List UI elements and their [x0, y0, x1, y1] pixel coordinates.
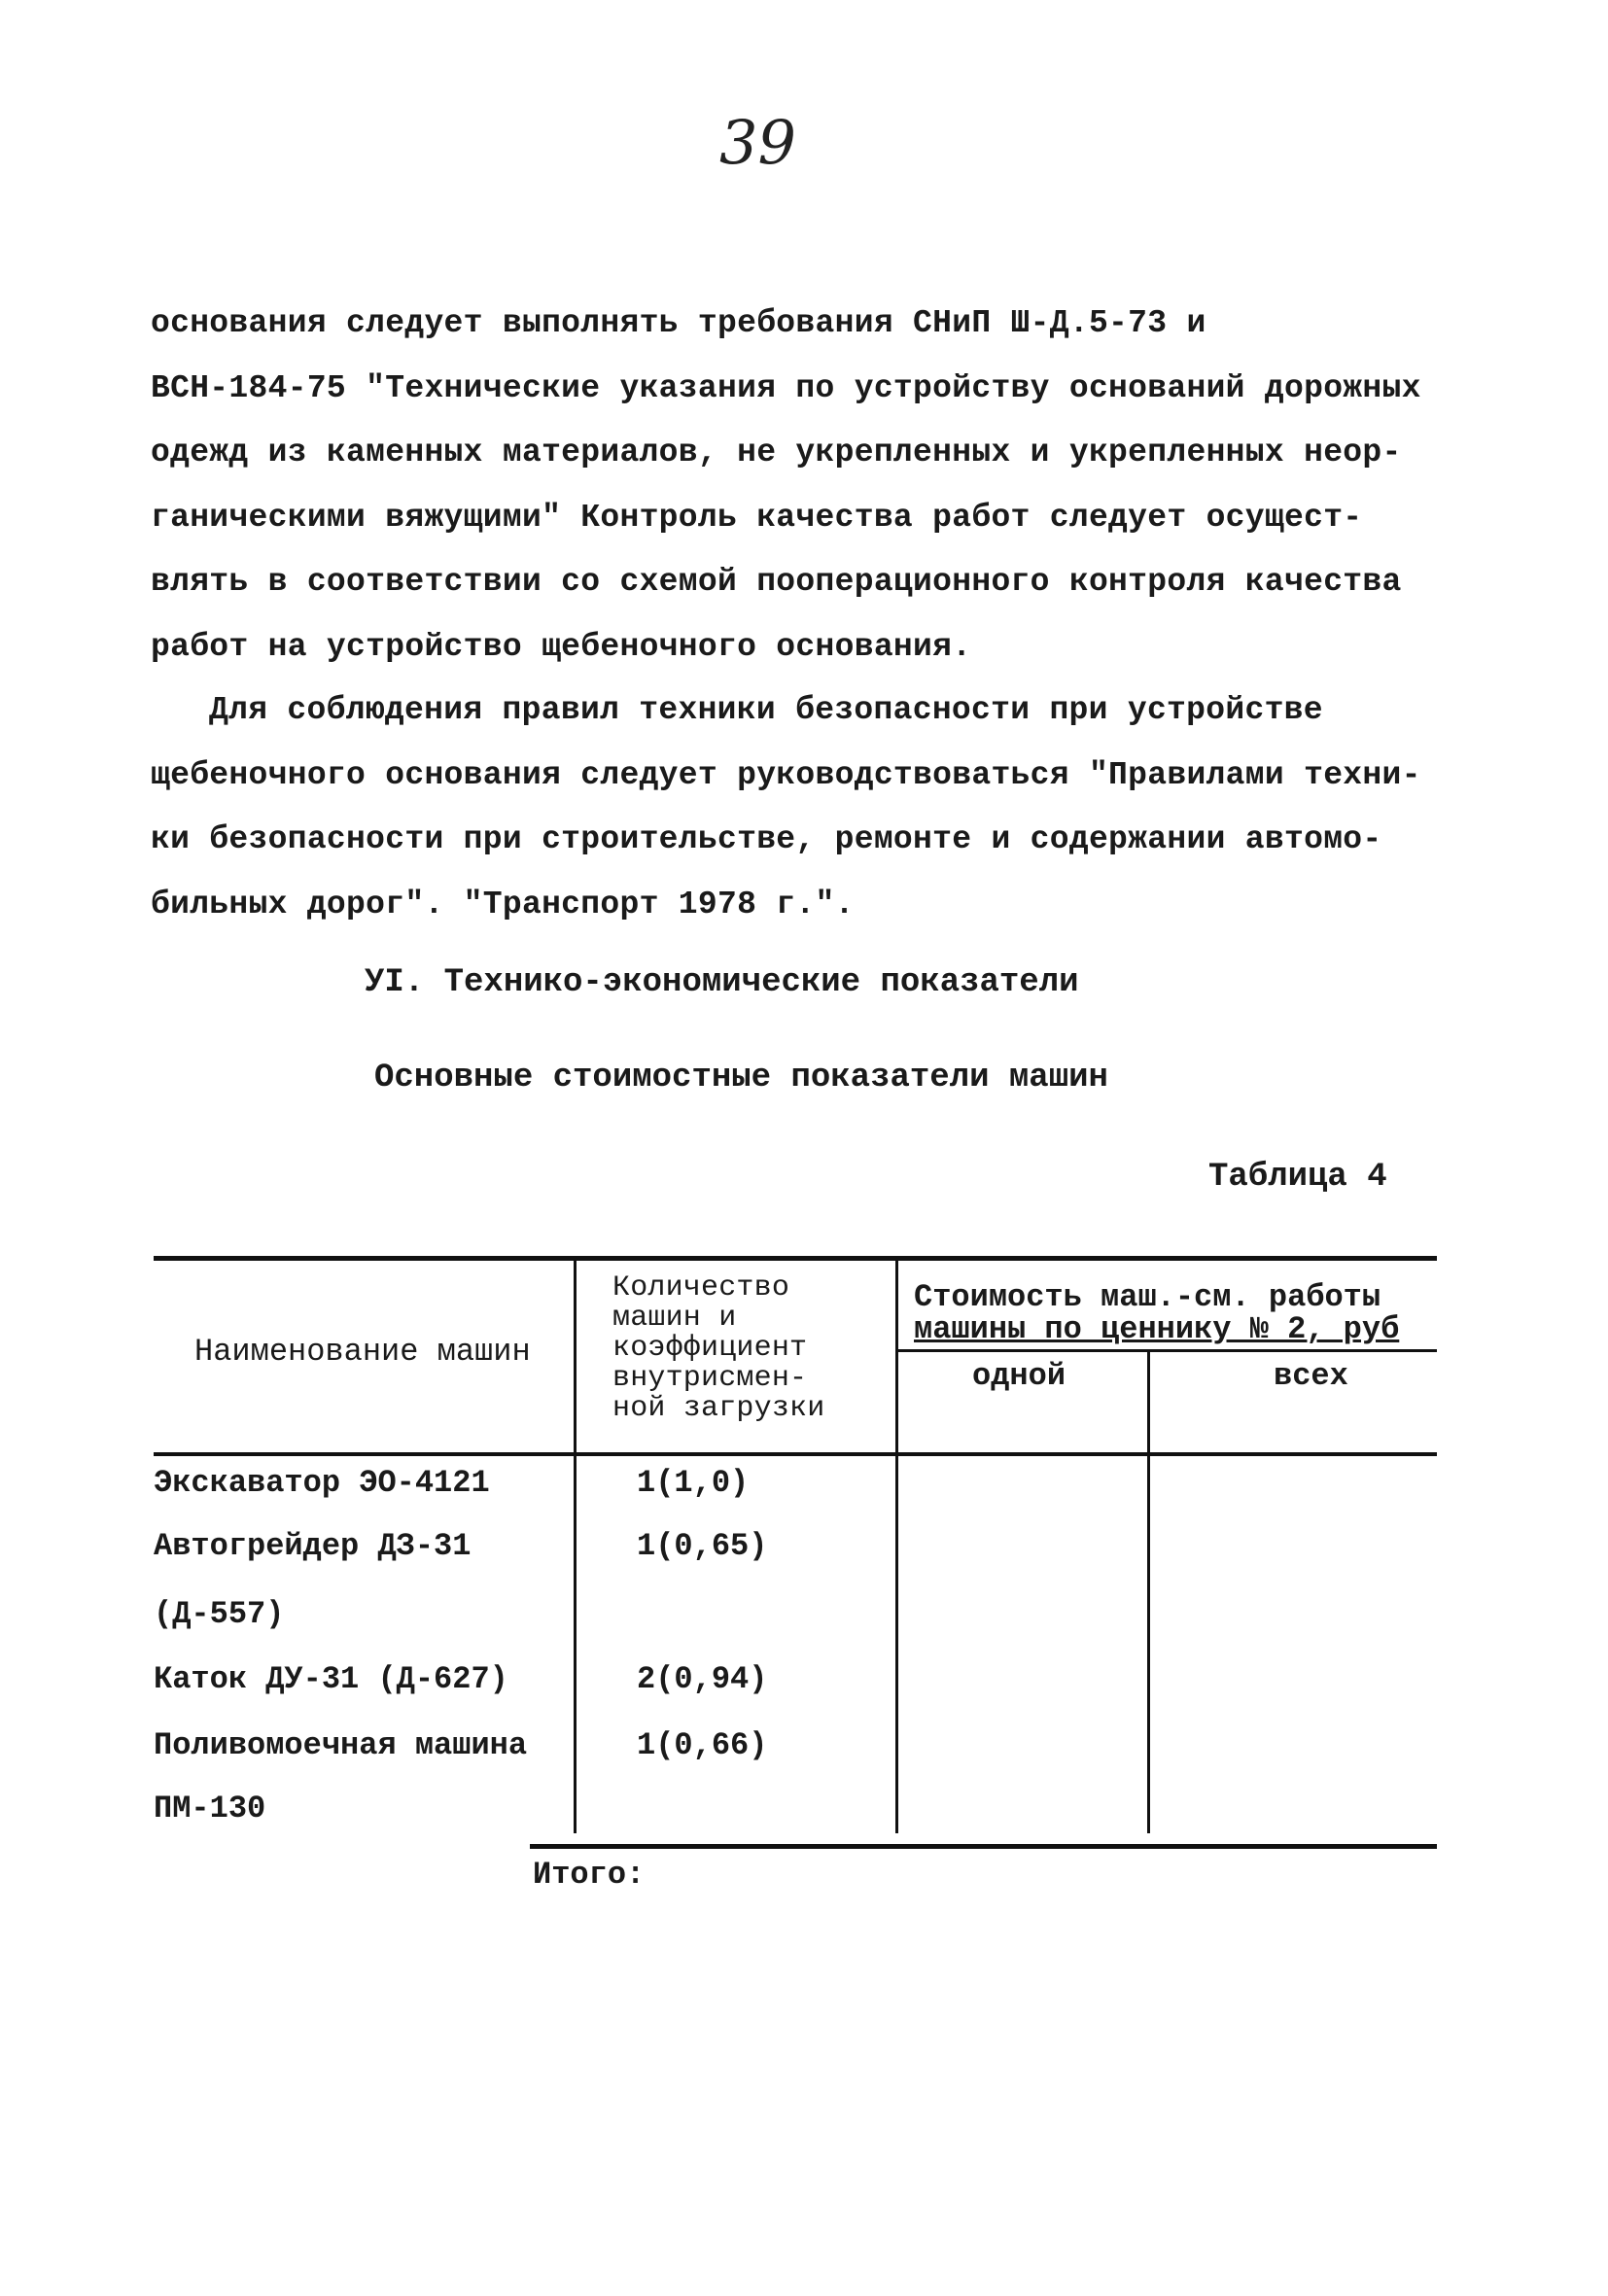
section-heading: УI. Технико-экономические показатели: [365, 964, 1079, 1001]
column-divider: [1147, 1349, 1150, 1833]
row-quantity: 1(0,65): [637, 1528, 768, 1564]
text-line: ВСН-184-75 "Технические указания по устройству оснований дорожных: [151, 369, 1421, 406]
row-quantity: 1(1,0): [637, 1465, 750, 1501]
column-header-all: всех: [1274, 1358, 1348, 1394]
row-machine-name: Экскаватор ЭО-4121: [154, 1465, 490, 1501]
paragraph-construction-requirements: [151, 292, 1444, 679]
row-machine-name: ПМ-130: [154, 1791, 266, 1826]
row-machine-name: Автогрейдер ДЗ-31: [154, 1528, 472, 1564]
row-machine-name: Поливомоечная машина: [154, 1727, 528, 1763]
column-header-cost-pricelist: машины по ценнику № 2, руб: [914, 1311, 1400, 1347]
page-number: 39: [719, 107, 796, 178]
column-header-cost: Стоимость маш.-см. работы: [914, 1279, 1381, 1315]
paragraph-safety-rules: [151, 678, 1444, 937]
table-top-rule: [154, 1256, 1437, 1261]
row-machine-name: Каток ДУ-31 (Д-627): [154, 1661, 508, 1697]
column-header-quantity: Количество машин и коэффициент внутрисмен- ной загрузки: [612, 1271, 825, 1425]
row-quantity: 1(0,66): [637, 1727, 768, 1763]
text-line: основания следует выполнять требования СНиП Ш-Д.5-73 и: [151, 305, 1206, 341]
table-title: Основные стоимостные показатели машин: [374, 1060, 1108, 1096]
text-line: ки безопасности при строительстве, ремонте и содержании автомо-: [151, 821, 1382, 857]
text-line: ганическими вяжущими" Контроль качества работ следует осущест-: [151, 499, 1363, 536]
text-line: бильных дорог". "Транспорт 1978 г.".: [151, 886, 855, 922]
table-label: Таблица 4: [1208, 1159, 1387, 1196]
column-header-machine-name: Наименование машин: [194, 1334, 531, 1370]
row-machine-name: (Д-557): [154, 1596, 285, 1632]
column-divider: [895, 1260, 898, 1833]
text-line: щебеночного основания следует руководствоваться "Правилами техни-: [151, 756, 1421, 793]
cost-header-rule: [897, 1349, 1437, 1352]
table-bottom-rule: [530, 1844, 1437, 1849]
text-line: одежд из каменных материалов, не укрепленных и укрепленных неор-: [151, 435, 1402, 470]
table-header-bottom-rule: [154, 1452, 1437, 1456]
text-line: Для соблюдения правил техники безопасности при устройстве: [209, 692, 1323, 728]
text-line: работ на устройство щебеночного основания.: [151, 628, 972, 665]
row-quantity: 2(0,94): [637, 1661, 768, 1697]
column-divider: [574, 1260, 577, 1833]
column-header-one: одной: [972, 1358, 1066, 1394]
text-line: влять в соответствии со схемой пооперационного контроля качества: [151, 564, 1402, 600]
table-total-label: Итого:: [533, 1857, 646, 1893]
